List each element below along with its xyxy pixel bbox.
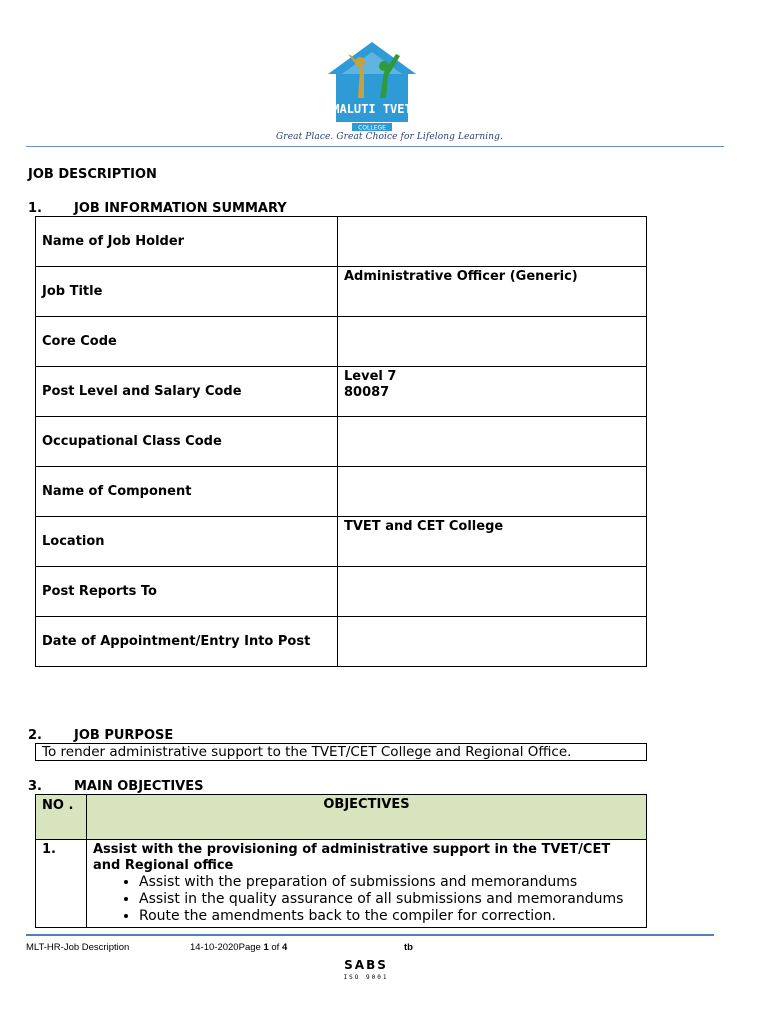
section-2-number: 2.	[28, 728, 42, 743]
objective-cell	[87, 840, 647, 928]
salary-code-value: 80087	[344, 385, 390, 400]
list-item: • Assist in the quality assurance of all submissions and memorandums	[139, 891, 640, 908]
footer-date: 14-10-2020	[190, 942, 239, 953]
table-row	[36, 267, 647, 317]
table-row	[36, 367, 647, 417]
row-value	[338, 617, 647, 667]
row-label: Location	[36, 517, 338, 567]
row-value	[338, 567, 647, 617]
footer-page-current: 1	[263, 942, 269, 953]
list-item: • Route the amendments back to the compiler for correction.	[139, 908, 640, 925]
row-label: Post Level and Salary Code	[36, 367, 338, 417]
document-title: JOB DESCRIPTION	[28, 167, 157, 182]
table-row	[36, 517, 647, 567]
section-1-heading	[28, 201, 628, 217]
section-1-title: JOB INFORMATION SUMMARY	[74, 201, 287, 216]
section-3-number: 3.	[28, 779, 42, 794]
job-information-table	[35, 216, 647, 667]
section-2-heading	[28, 728, 628, 744]
college-tagline: Great Place. Great Choice for Lifelong Learning.	[276, 132, 503, 142]
row-label: Post Reports To	[36, 567, 338, 617]
row-value	[338, 317, 647, 367]
footer-page-total: 4	[281, 942, 288, 953]
row-label: Name of Job Holder	[36, 217, 338, 267]
row-label: Job Title	[36, 267, 338, 317]
row-value	[338, 467, 647, 517]
sabs-text: SABS	[344, 958, 388, 972]
objective-bullet-list	[93, 874, 640, 925]
objective-number: 1.	[36, 840, 87, 928]
section-3-heading	[28, 779, 628, 795]
section-2-title: JOB PURPOSE	[74, 728, 174, 743]
logo-text: MALUTI TVET	[332, 102, 412, 116]
column-header-no: NO .	[36, 795, 87, 840]
table-row	[36, 417, 647, 467]
table-row	[36, 217, 647, 267]
row-value	[338, 367, 647, 417]
sabs-iso-mark	[332, 957, 400, 981]
column-header-objectives: OBJECTIVES	[87, 795, 647, 840]
row-label: Name of Component	[36, 467, 338, 517]
objectives-table	[35, 794, 647, 928]
row-value	[338, 417, 647, 467]
header-divider	[26, 146, 724, 147]
table-row	[36, 567, 647, 617]
footer-page-of: of	[271, 942, 280, 953]
job-purpose-text: To render administrative support to the TVET/CET College and Regional Office.	[35, 743, 647, 761]
row-label: Date of Appointment/Entry Into Post	[36, 617, 338, 667]
college-logo	[322, 40, 422, 132]
table-header-row	[36, 795, 647, 840]
row-value: Administrative Officer (Generic)	[338, 267, 647, 317]
objectives-table-wrapper	[35, 794, 647, 934]
objective-heading: Assist with the provisioning of administrative support in the TVET/CET and Regional office	[93, 842, 611, 873]
list-item: • Assist with the preparation of submissions and memorandums	[139, 874, 640, 891]
footer-divider	[26, 934, 714, 936]
footer-doc-ref: MLT-HR-Job Description	[26, 942, 130, 953]
iso-text: ISO 9001	[343, 974, 389, 981]
table-row	[36, 617, 647, 667]
logo-subtext: COLLEGE	[358, 124, 386, 132]
footer-initials: tb	[404, 942, 413, 953]
row-value	[338, 217, 647, 267]
table-row	[36, 840, 647, 928]
table-row	[36, 317, 647, 367]
row-value: TVET and CET College	[338, 517, 647, 567]
section-1-number: 1.	[28, 201, 42, 216]
post-level-value: Level 7	[344, 369, 397, 384]
row-label: Occupational Class Code	[36, 417, 338, 467]
footer-page-word: Page	[238, 942, 261, 953]
footer-page-info	[190, 942, 287, 953]
row-label: Core Code	[36, 317, 338, 367]
table-row	[36, 467, 647, 517]
section-3-title: MAIN OBJECTIVES	[74, 779, 204, 794]
